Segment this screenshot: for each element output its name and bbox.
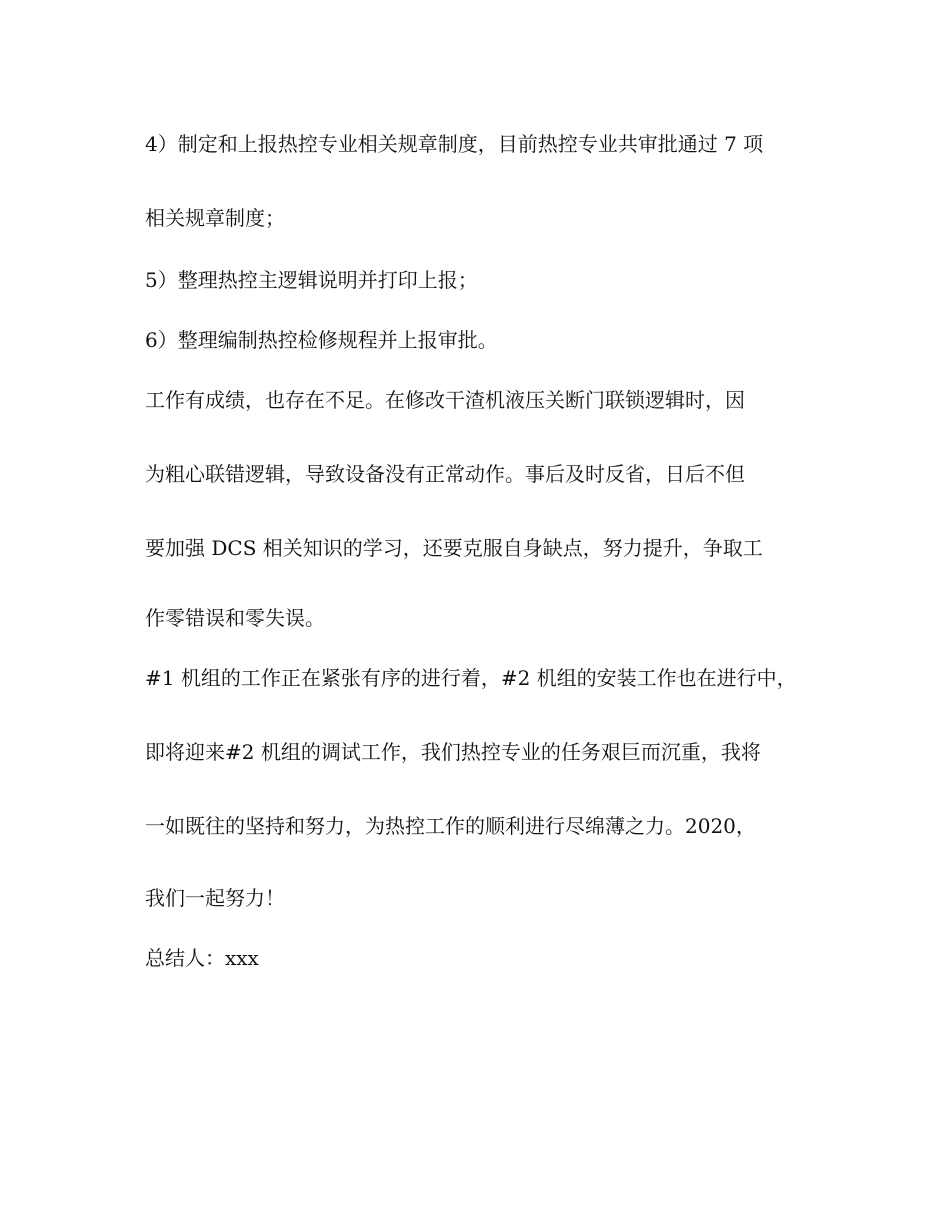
text-line-item-5: 5）整理热控主逻辑说明并打印上报； xyxy=(145,268,478,292)
text-line-outlook-3: 一如既往的坚持和努力，为热控工作的顺利进行尽绵薄之力。2020， xyxy=(145,814,756,838)
author-signature-line: 总结人：xxx xyxy=(145,946,259,970)
text-line-item-4: 4）制定和上报热控专业相关规章制度，目前热控专业共审批通过 7 项 xyxy=(145,132,764,156)
text-line-item-6: 6）整理编制热控检修规程并上报审批。 xyxy=(145,328,498,352)
text-line-shortcomings-1: 工作有成绩，也存在不足。在修改干渣机液压关断门联锁逻辑时，因 xyxy=(145,388,745,412)
text-line-shortcomings-4: 作零错误和零失误。 xyxy=(145,606,325,630)
text-line-item-4-continued: 相关规章制度； xyxy=(145,206,285,230)
text-line-shortcomings-2: 为粗心联错逻辑，导致设备没有正常动作。事后及时反省，日后不但 xyxy=(145,462,745,486)
text-line-outlook-1: #1 机组的工作正在紧张有序的进行着，#2 机组的安装工作也在进行中， xyxy=(145,666,797,690)
text-line-outlook-2: 即将迎来#2 机组的调试工作，我们热控专业的任务艰巨而沉重，我将 xyxy=(145,740,761,764)
text-line-shortcomings-3: 要加强 DCS 相关知识的学习，还要克服自身缺点，努力提升，争取工 xyxy=(145,536,763,560)
text-line-outlook-4: 我们一起努力！ xyxy=(145,886,285,910)
